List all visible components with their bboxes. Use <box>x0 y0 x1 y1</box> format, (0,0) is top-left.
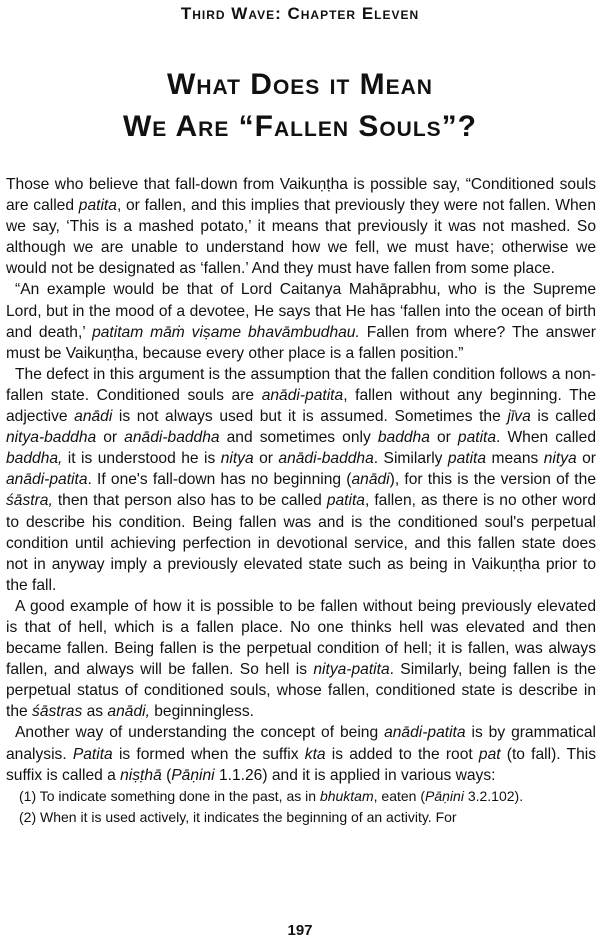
italic-term: nitya <box>220 450 254 468</box>
text-run: “An example would be that of Lord Caitanya Mahāprabhu, who is the Supreme Lord, but in the mood of a devotee, He says that He has ‘fallen into the ocean of birth and death,’ <box>6 281 596 341</box>
italic-term: anādi, <box>107 703 150 721</box>
italic-term: nitya-patita <box>313 661 390 679</box>
text-run: 3.2.102). <box>463 787 524 804</box>
italic-term: pat <box>478 745 501 763</box>
text-run: . Similarly <box>373 450 448 468</box>
italic-term: anādi-patita <box>6 471 88 489</box>
italic-term: anādi-patita <box>384 724 466 742</box>
paragraph-5 <box>6 722 596 785</box>
text-run: (1) To indicate something done in the past, as in <box>19 787 320 804</box>
text-run: ), for this is the version of the <box>389 471 596 489</box>
italic-term: niṣṭhā <box>120 766 162 784</box>
page-number: 197 <box>287 922 313 939</box>
running-header: Third Wave: Chapter Eleven <box>180 4 420 23</box>
body-text <box>6 174 596 828</box>
chapter-title-line-1: What Does it Mean <box>167 68 433 101</box>
text-run: is by grammatical analysis. <box>6 724 596 763</box>
text-run: , or fallen, and this implies that previously they were not fallen. When we say, ‘This is a mashed potato,’ it means that previously it was not mashed. So although we are unable to understand how we fell, we must have; otherwise we would not be designated as ‘fallen.’ And they must have fallen from some place. <box>6 197 596 278</box>
text-run: then that person also has to be called <box>52 492 327 510</box>
italic-term: anādi-baddha <box>124 429 220 447</box>
text-run: or <box>253 450 279 468</box>
italic-term: anādi <box>74 408 113 426</box>
text-run: (to fall). This suffix is called a <box>6 745 596 784</box>
text-run: or <box>96 429 125 447</box>
italic-term: jīva <box>507 408 531 426</box>
italic-term: kta <box>304 745 326 763</box>
list-item-2 <box>19 807 596 828</box>
text-run: ( <box>161 766 172 784</box>
italic-term: Pāṇini <box>171 766 215 784</box>
italic-term: nitya <box>543 450 577 468</box>
text-run: A good example of how it is possible to be fallen without being previously elevated is that of hell, which is a fallen place. No one thinks hell was elevated and then became fallen. Being fallen is the perpetual condition of hell; it is fallen, was always fallen, and always will be fallen. So hell is <box>6 597 596 679</box>
text-run: , fallen without any beginning. The adjective <box>6 386 596 426</box>
text-run: , fallen, as there is no other word to describe his condition. Being fallen was and is the conditioned soul's perpetual condition until achieving perfection in devotional service, and this fallen state does not in anyway imply a previously elevated state such as being in Vaikuṇṭha prior to the fall. <box>6 492 597 594</box>
text-run: Those who believe that fall-down from Vaikuṇṭha is possible say, “Conditioned souls are called <box>6 176 596 215</box>
text-run: means <box>486 450 544 468</box>
text-run: (2) When it is used actively, it indicates the beginning of an activity. For <box>19 808 457 825</box>
chapter-title <box>0 64 600 148</box>
numbered-list <box>6 786 596 828</box>
text-run: is called <box>530 408 596 426</box>
text-run: 1.1.26) and it is applied in various ways: <box>214 766 496 784</box>
italic-term: baddha <box>377 429 430 447</box>
text-run: . If one's fall-down has no beginning ( <box>87 471 352 489</box>
text-run: Another way of understanding the concept of being <box>15 724 385 742</box>
paragraph-4 <box>6 596 596 723</box>
text-run: as <box>82 703 108 721</box>
italic-term: anādi-baddha <box>278 450 374 468</box>
list-item-1 <box>19 786 596 807</box>
italic-term: bhuktam <box>319 787 374 804</box>
italic-term: patitam māṁ viṣame bhavāmbudhau. <box>92 323 360 341</box>
paragraph-3 <box>6 364 596 596</box>
text-run: it is understood he is <box>62 450 221 468</box>
italic-term: patita <box>447 450 487 468</box>
text-run: . Similarly, being fallen is the perpetual status of conditioned souls, whose fallen, conditioned state is describe in the <box>6 661 597 721</box>
text-run: is formed when the suffix <box>112 745 305 763</box>
text-run: , eaten ( <box>373 787 426 804</box>
italic-term: patita <box>78 197 117 215</box>
text-run: Fallen from where? The answer must be Vaikuṇṭha, because every other place is a fallen position.” <box>6 323 596 362</box>
italic-term: patita <box>457 429 497 447</box>
italic-term: patita <box>326 492 365 510</box>
italic-term: anādi-patita <box>261 386 344 404</box>
italic-term: baddha, <box>6 450 63 468</box>
chapter-title-line-2: We Are “Fallen Souls”? <box>122 110 478 143</box>
text-run: is not always used but it is assumed. Sometimes the <box>112 408 508 426</box>
text-run: or <box>576 450 597 468</box>
italic-term: Pāṇini <box>425 787 464 804</box>
paragraph-1 <box>6 174 596 279</box>
italic-term: śāstras <box>32 703 83 721</box>
italic-term: anādi <box>351 471 390 489</box>
italic-term: Patita <box>72 745 113 763</box>
text-run: The defect in this argument is the assumption that the fallen condition follows a non-fallen state. Conditioned souls are <box>6 365 596 404</box>
text-run: or <box>429 429 458 447</box>
text-run: beginningless. <box>149 703 254 721</box>
text-run: and sometimes only <box>219 429 378 447</box>
italic-term: śāstra, <box>6 492 53 510</box>
italic-term: nitya-baddha <box>6 429 97 447</box>
paragraph-2 <box>6 279 596 363</box>
text-run: is added to the root <box>325 745 479 763</box>
text-run: . When called <box>496 429 596 447</box>
